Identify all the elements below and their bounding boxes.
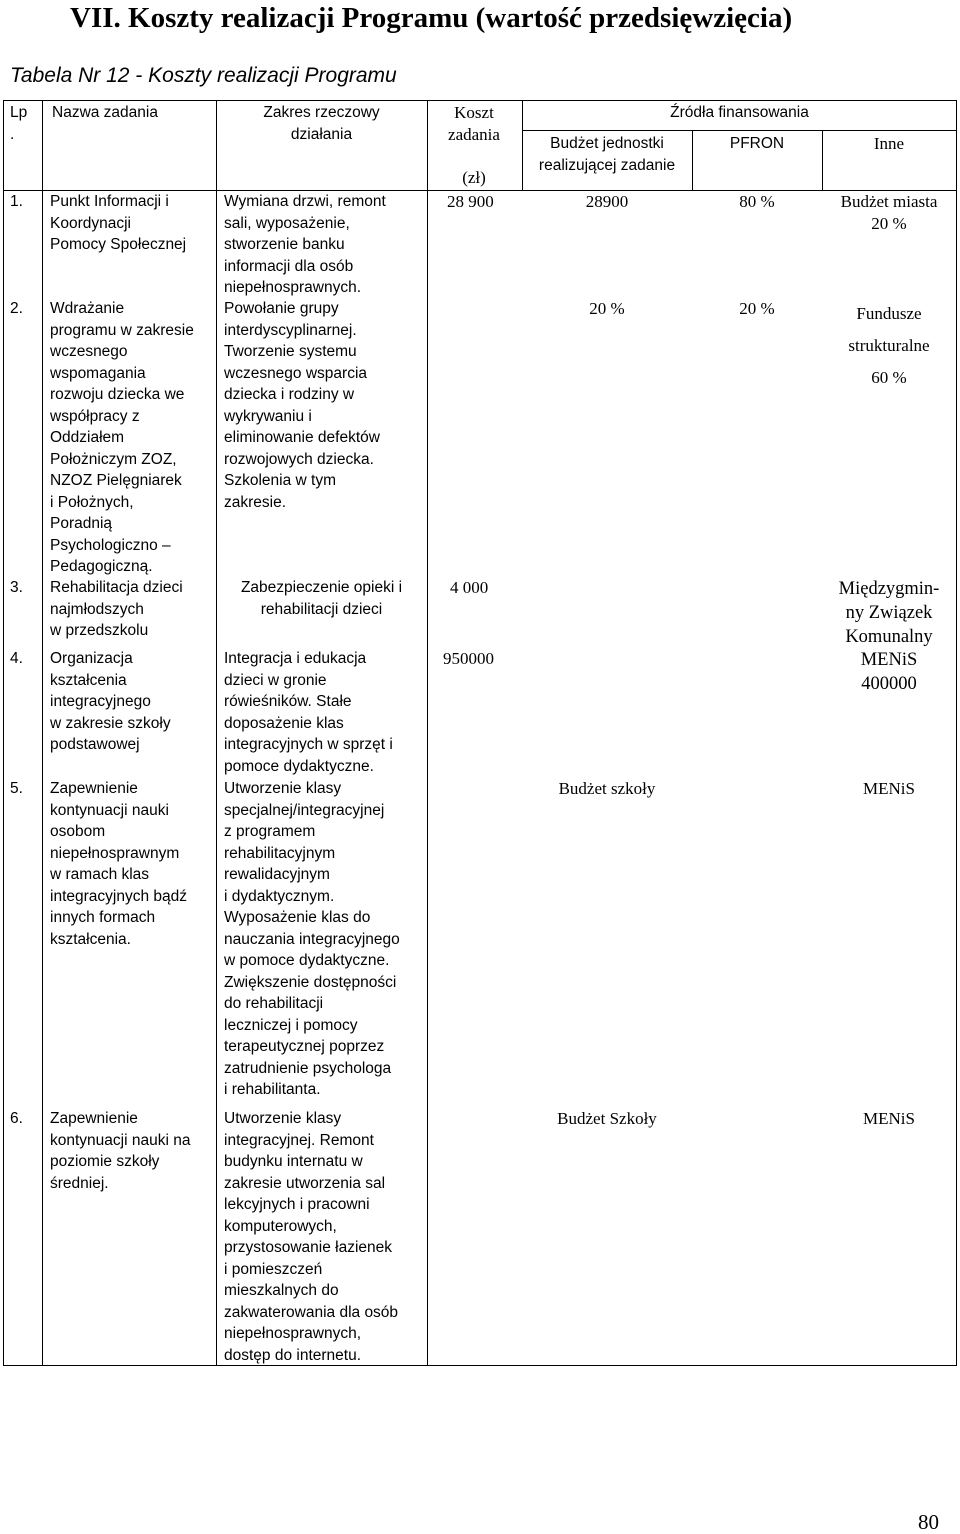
row-5-zakres: Utworzenie klasy specjalnej/integracyjnej z programem rehabilitacyjnym rewalidacyjnym i dydaktycznym. Wyposażenie klas do nauczania integracyjnego w pomoce dydaktyczne. Zwiększenie dostępności do rehabilitacji leczniczej i pomocy terapeutycznej poprzez zatrudnienie psychologa i rehabilitanta.	[224, 780, 400, 1098]
column-divider-lp	[42, 100, 43, 1365]
row-6-budzet: Budżet Szkoły	[557, 1109, 657, 1128]
row-1-pfron: 80 %	[739, 192, 775, 211]
table-border-right	[956, 100, 957, 1365]
row-3-inne: Międzygmin- ny Związek Komunalny	[838, 579, 940, 647]
row-2-zakres: Powołanie grupy interdyscyplinarnej. Tworzenie systemu wczesnego wsparcia dziecka i rodziny w wykrywaniu i eliminowanie defektów rozwojowych dziecka. Szkolenia w tym zakresie.	[224, 300, 380, 511]
row-1-lp: 1.	[10, 193, 23, 210]
row-1-nazwa: Punkt Informacji i Koordynacji Pomocy Społecznej	[50, 193, 187, 253]
row-4-koszt: 950000	[443, 649, 494, 668]
header-subdivider	[522, 130, 957, 131]
header-inne: Inne	[873, 134, 905, 153]
row-5-lp: 5.	[10, 780, 23, 797]
row-6-nazwa: Zapewnienie kontynuacji nauki na poziomie szkoły średniej.	[50, 1110, 191, 1192]
row-6-inne: MENiS	[863, 1109, 915, 1128]
row-1-budzet: 28900	[585, 192, 629, 211]
column-divider-nazwa	[216, 100, 217, 1365]
row-3-koszt: 4 000	[450, 578, 489, 597]
row-5-inne: MENiS	[863, 779, 915, 798]
section-heading: VII. Koszty realizacji Programu (wartość przedsięwzięcia)	[70, 2, 793, 34]
row-2-pfron: 20 %	[739, 299, 775, 318]
row-4-zakres: Integracja i edukacja dzieci w gronie rówieśników. Stałe doposażenie klas integracyjnych w sprzęt i pomoce dydaktyczne.	[224, 650, 393, 775]
row-4-lp: 4.	[10, 650, 23, 667]
table-border-top	[3, 100, 957, 101]
table-border-left	[3, 100, 4, 1365]
header-nazwa-zadania: Nazwa zadania	[52, 104, 158, 121]
row-2-nazwa: Wdrażanie programu w zakresie wczesnego wspomagania rozwoju dziecka we współpracy z Oddziałem Położniczym ZOZ, NZOZ Pielęgniarek i Położnych, Poradnią Psychologiczno – Pedagogiczną.	[50, 300, 194, 575]
row-4-nazwa: Organizacja kształcenia integracyjnego w zakresie szkoły podstawowej	[50, 650, 171, 753]
row-5-budzet: Budżet szkoły	[558, 779, 656, 798]
row-2-budzet: 20 %	[589, 299, 625, 318]
row-2-inne: Fundusze strukturalne 60 %	[848, 304, 930, 387]
table-border-bottom	[3, 1365, 957, 1366]
header-koszt-zadania: Koszt zadania	[448, 103, 500, 144]
column-divider-zakres	[427, 100, 428, 1365]
row-1-inne: Budżet miasta 20 %	[840, 192, 938, 233]
row-1-koszt: 28 900	[447, 192, 494, 211]
header-budzet-jednostki: Budżet jednostki realizującej zadanie	[538, 135, 676, 174]
row-3-zakres: Zabezpieczenie opieki i rehabilitacji dzieci	[240, 579, 403, 618]
row-2-lp: 2.	[10, 300, 23, 317]
header-zakres-rzeczowy: Zakres rzeczowy działania	[263, 104, 380, 143]
header-lp: Lp .	[10, 104, 28, 143]
header-pfron: PFRON	[729, 135, 785, 152]
row-5-nazwa: Zapewnienie kontynuacji nauki osobom niepełnosprawnym w ramach klas integracyjnych bądź innych formach kształcenia.	[50, 780, 187, 948]
header-koszt-unit: (zł)	[462, 168, 486, 187]
row-4-inne: MENiS 400000	[860, 650, 918, 694]
row-6-zakres: Utworzenie klasy integracyjnej. Remont budynku internatu w zakresie utworzenia sal lekcyjnych i pracowni komputerowych, przystosowanie łazienek i pomieszczeń mieszkalnych do zakwaterowania dla osób niepełnosprawnych, dostęp do internetu.	[224, 1110, 399, 1364]
page-number: 80	[918, 1510, 939, 1534]
row-6-lp: 6.	[10, 1110, 23, 1127]
header-zrodla-finansowania: Źródła finansowania	[670, 104, 809, 121]
row-3-nazwa: Rehabilitacja dzieci najmłodszych w przedszkolu	[50, 579, 183, 639]
row-1-zakres: Wymiana drzwi, remont sali, wyposażenie, stworzenie banku informacji dla osób niepełnosprawnych.	[224, 193, 386, 296]
row-3-lp: 3.	[10, 579, 23, 596]
table-caption: Tabela Nr 12 - Koszty realizacji Programu	[10, 64, 397, 87]
